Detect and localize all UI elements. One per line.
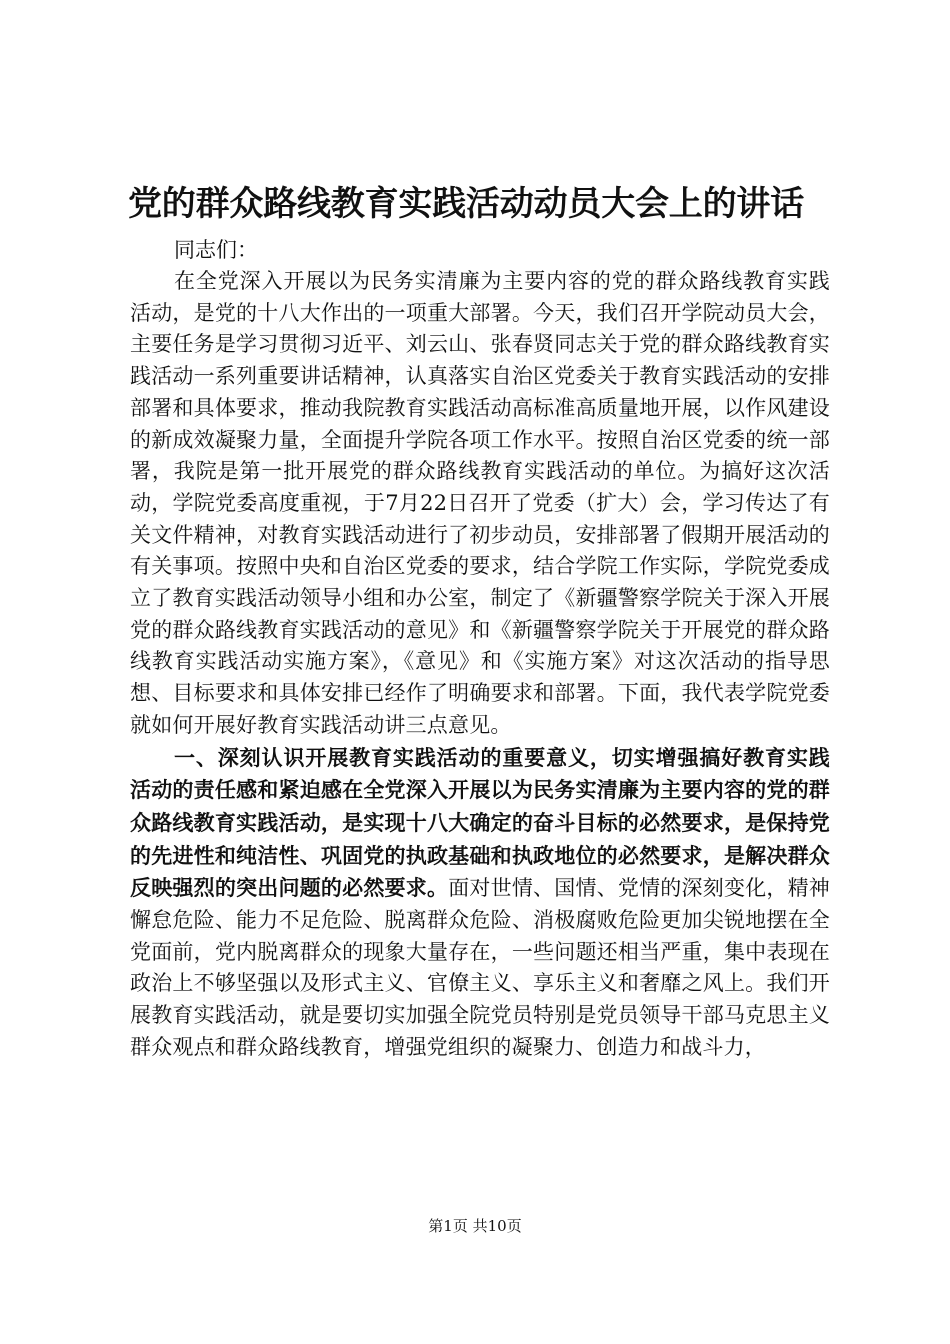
paragraph-intro: 在全党深入开展以为民务实清廉为主要内容的党的群众路线教育实践活动，是党的十八大作出的一项重大部署。今天，我们召开学院动员大会，主要任务是学习贯彻习近平、刘云山、张春贤同志关于党的群众路线教育实践活动一系列重要讲话精神，认真落实自治区党委关于教育实践活动的安排部署和具体要求，推动我院教育实践活动高标准高质量地开展，以作风建设的新成效凝聚力量，全面提升学院各项工作水平。按照自治区党委的统一部署，我院是第一批开展党的群众路线教育实践活动的单位。为搞好这次活动，学院党委高度重视，于7月22日召开了党委（扩大）会，学习传达了有关文件精神，对教育实践活动进行了初步动员，安排部署了假期开展活动的有关事项。按照中央和自治区党委的要求，结合学院工作实际，学院党委成立了教育实践活动领导小组和办公室，制定了《新疆警察学院关于深入开展党的群众路线教育实践活动的意见》和《新疆警察学院关于开展党的群众路线教育实践活动实施方案》，《意见》和《实施方案》对这次活动的指导思想、目标要求和具体安排已经作了明确要求和部署。下面，我代表学院党委就如何开展好教育实践活动讲三点意见。 bbox=[130, 269, 830, 737]
greeting: 同志们： bbox=[174, 238, 258, 262]
document-body bbox=[130, 234, 830, 1064]
section-one-text: 面对世情、国情、党情的深刻变化，精神懈怠危险、能力不足危险、脱离群众危险、消极腐败危险更加尖锐地摆在全党面前，党内脱离群众的现象大量存在，一些问题还相当严重，集中表现在政治上不够坚强以及形式主义、官僚主义、享乐主义和奢靡之风上。我们开展教育实践活动，就是要切实加强全院党员特别是党员领导干部马克思主义群众观点和群众路线教育，增强党组织的凝聚力、创造力和战斗力， bbox=[130, 876, 830, 1059]
page-number-footer: 第1页 共10页 bbox=[428, 1217, 522, 1235]
section-one-heading: 一、深刻认识开展教育实践活动的重要意义，切实增强搞好教育实践活动的责任感和紧迫感在全党深入开展以为民务实清廉为主要内容的党的群众路线教育实践活动，是实现十八大确定的奋斗目标的必然要求，是保持党的先进性和纯洁性、巩固党的执政基础和执政地位的必然要求，是解决群众反映强烈的突出问题的必然要求。 bbox=[130, 744, 830, 901]
document-title: 党的群众路线教育实践活动动员大会上的讲话 bbox=[128, 184, 804, 224]
paragraph-section-one bbox=[130, 742, 830, 1064]
